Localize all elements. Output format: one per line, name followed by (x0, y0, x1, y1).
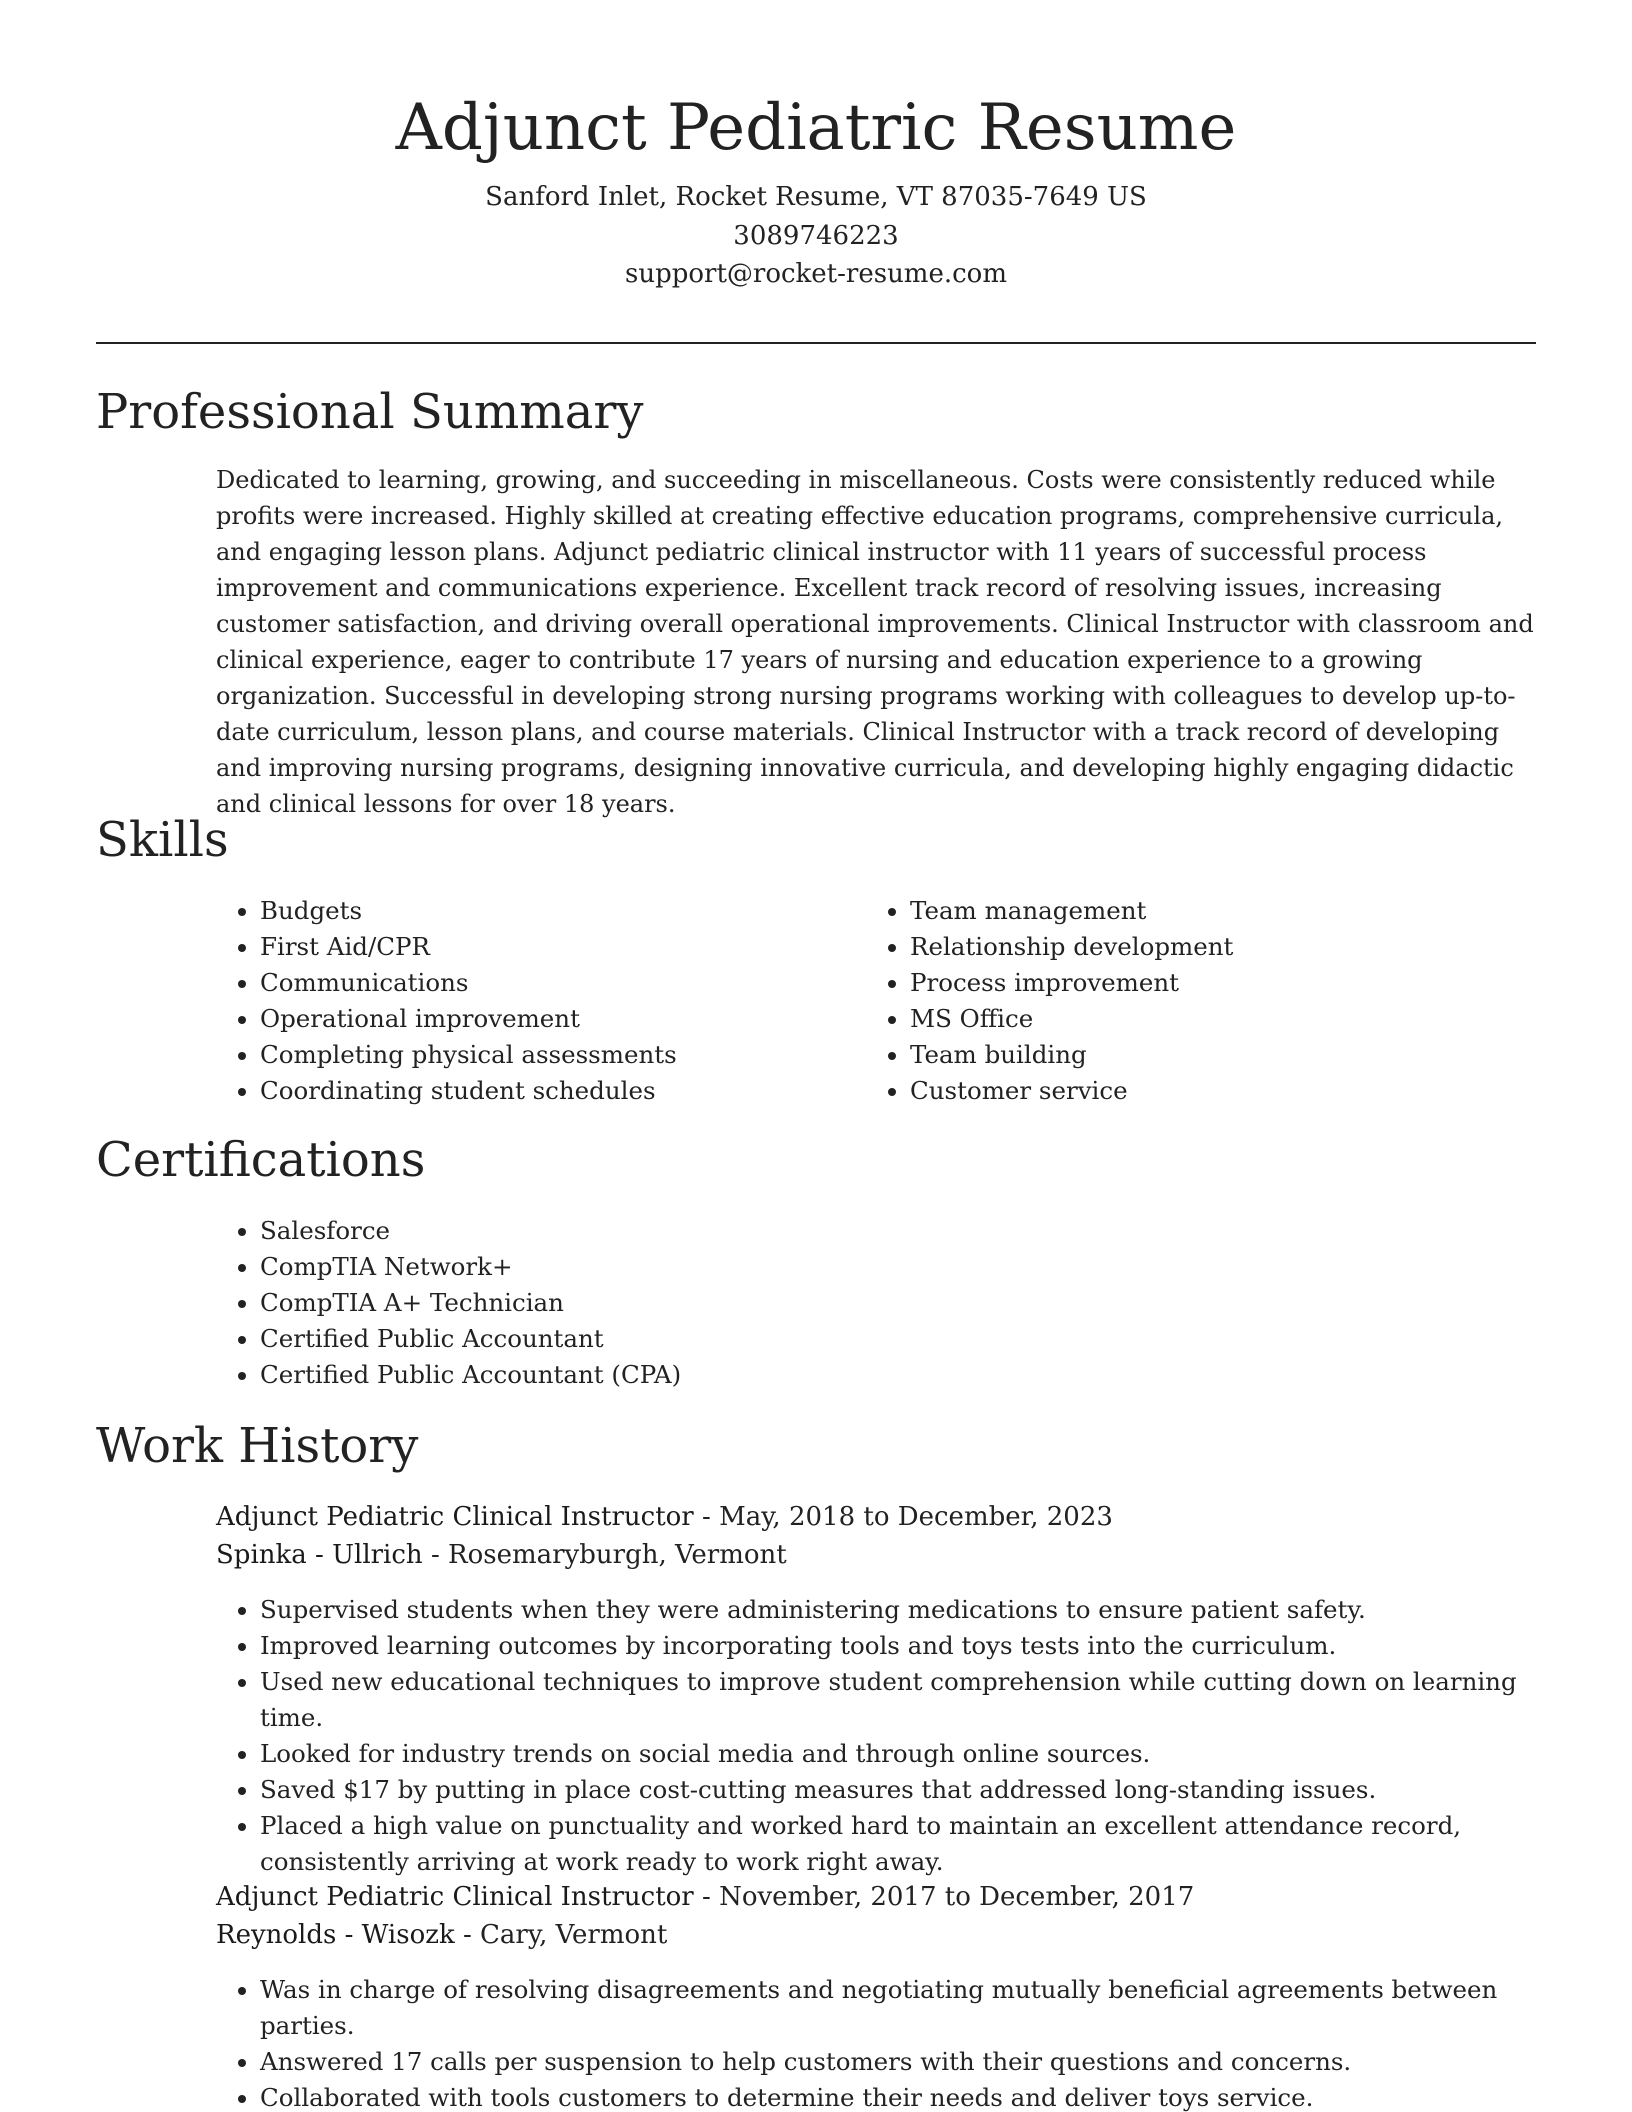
list-item: • Was in charge of resolving disagreements and negotiating mutually beneficial agreements between parties. (260, 1972, 1580, 2044)
list-item: • MS Office (910, 1001, 1570, 1037)
work-history-heading: Work History (96, 1418, 419, 1474)
job-location: Rosemaryburgh, Vermont (448, 1540, 787, 1570)
certifications-heading: Certifications (96, 1132, 426, 1188)
contact-phone: 3089746223 (733, 220, 899, 251)
list-item: • Certified Public Accountant (260, 1321, 1560, 1357)
summary-text: Dedicated to learning, growing, and succeeding in miscellaneous. Costs were consistently reduced while profits were increased. Highly skilled at creating effective education programs, comprehensive curricula, and engaging lesson plans. Adjunct pediatric clinical instructor with 11 years of successful process improvement and communications experience. Excellent track record of resolving issues, increasing customer satisfaction, and driving overall operational improvements. Clinical Instructor with classroom and clinical experience, eager to contribute 17 years of nursing and education experience to a growing organization. Successful in developing strong nursing programs working with colleagues to develop up-to-date curriculum, lesson plans, and course materials. Clinical Instructor with a track record of developing and improving nursing programs, designing innovative curricula, and developing highly engaging didactic and clinical lessons for over 18 years. (216, 466, 1534, 818)
list-item: • Supervised students when they were administering medications to ensure patient safety. (260, 1592, 1580, 1628)
list-item: • Collaborated with tools customers to determine their needs and deliver toys service. (260, 2080, 1580, 2112)
resume-title: Adjunct Pediatric Resume (395, 91, 1237, 165)
separator: - (454, 1920, 481, 1950)
list-item: • Saved $17 by putting in place cost-cutting measures that addressed long-standing issues. (260, 1772, 1580, 1808)
certifications-list (216, 1213, 1560, 1393)
list-item: • Budgets (260, 893, 860, 929)
job-dates: May, 2018 to December, 2023 (719, 1502, 1113, 1532)
separator: - (693, 1502, 720, 1532)
separator: - (693, 1882, 720, 1912)
skills-list-left (216, 893, 860, 1109)
job-company: Reynolds - Wisozk (216, 1920, 455, 1950)
job-company-line (216, 1916, 1536, 1954)
list-item: • Looked for industry trends on social media and through online sources. (260, 1736, 1580, 1772)
job-title: Adjunct Pediatric Clinical Instructor (216, 1502, 694, 1532)
list-item: • CompTIA Network+ (260, 1249, 1560, 1285)
job-title-line (216, 1878, 1536, 1916)
list-item: • First Aid/CPR (260, 929, 860, 965)
summary-heading: Professional Summary (96, 384, 644, 440)
list-item: • Team building (910, 1037, 1570, 1073)
skills-heading: Skills (96, 812, 229, 868)
list-item: • Placed a high value on punctuality and worked hard to maintain an excellent attendance record, consistently arriving at work ready to work right away. (260, 1808, 1580, 1880)
list-item: • Certified Public Accountant (CPA) (260, 1357, 1560, 1393)
job-bullets (216, 1972, 1580, 2112)
list-item: • Salesforce (260, 1213, 1560, 1249)
list-item: • Process improvement (910, 965, 1570, 1001)
job-title-line (216, 1498, 1536, 1536)
list-item: • Operational improvement (260, 1001, 860, 1037)
list-item: • Communications (260, 965, 860, 1001)
contact-email: support@rocket-resume.com (624, 259, 1007, 289)
resume-header (96, 84, 1536, 294)
job-location: Cary, Vermont (480, 1920, 668, 1950)
list-item: • CompTIA A+ Technician (260, 1285, 1560, 1321)
job-company: Spinka - Ullrich (216, 1540, 423, 1570)
list-item: • Coordinating student schedules (260, 1073, 860, 1109)
separator: - (422, 1540, 449, 1570)
job-title: Adjunct Pediatric Clinical Instructor (216, 1882, 694, 1912)
job-dates: November, 2017 to December, 2017 (719, 1882, 1195, 1912)
list-item: • Team management (910, 893, 1570, 929)
job-company-line (216, 1536, 1536, 1574)
list-item: • Completing physical assessments (260, 1037, 860, 1073)
contact-address: Sanford Inlet, Rocket Resume, VT 87035-7649 US (485, 182, 1147, 212)
list-item: • Answered 17 calls per suspension to help customers with their questions and concerns. (260, 2044, 1580, 2080)
list-item: • Used new educational techniques to improve student comprehension while cutting down on learning time. (260, 1664, 1580, 1736)
job-bullets (216, 1592, 1580, 1880)
header-divider (96, 342, 1536, 344)
list-item: • Relationship development (910, 929, 1570, 965)
skills-list-right (866, 893, 1570, 1109)
list-item: • Improved learning outcomes by incorporating tools and toys tests into the curriculum. (260, 1628, 1580, 1664)
list-item: • Customer service (910, 1073, 1570, 1109)
